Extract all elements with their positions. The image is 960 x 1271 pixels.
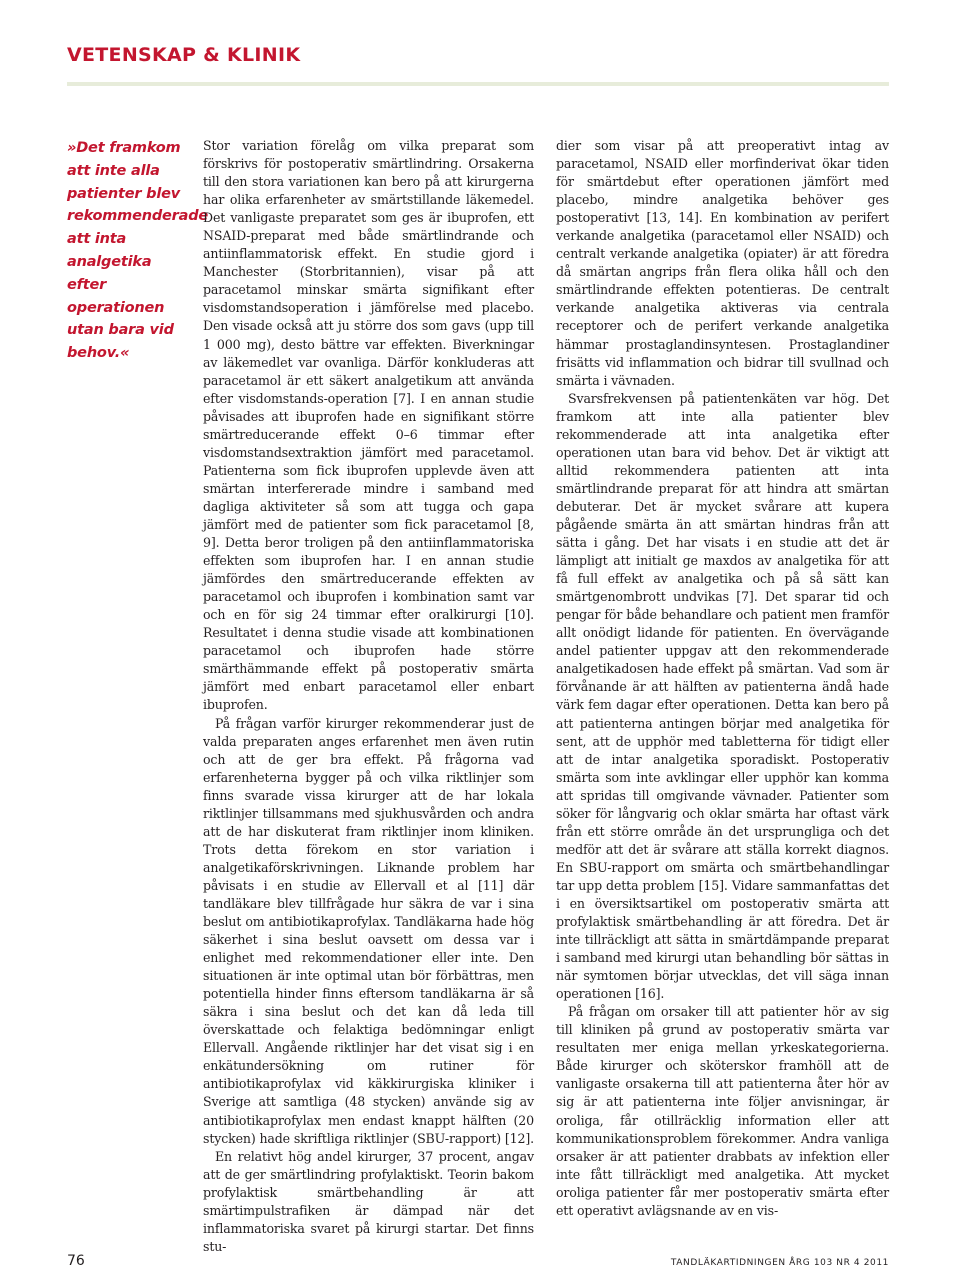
- paragraph: På frågan om orsaker till att patienter hör av sig till kliniken på grund av postoperativ smärta var resultaten mer eniga mellan yrkeskategorierna. Både kirurger och sköterskor framhöll att de vanligaste orsakerna till att patienterna åter hör av sig är att patienterna inte följer anvisningar, är oroliga, får otillräcklig information eller att kommunikationsproblem förekommer. Andra vanliga orsaker är att patienter drabbats av infektion eller inte fått tillräckligt med analgetika. Att mycket oroliga patienter får mer postoperativ smärta efter ett operativt avlägsnande av en vis-: [556, 1004, 889, 1218]
- paragraph: Svarsfrekvensen på patientenkäten var hög. Det framkom att inte alla patienter blev rekommenderade att inta analgetika efter operationen utan bara vid behov. Det är viktigt att alltid rekommendera patienten att inta smärtlindrande preparat för att hindra att smärtan debuterar. Det är mycket svårare att kupera pågående smärta än att smärtan hindras från att sätta i gång. Det har visats i en studie att det är lämpligt att initialt ge maxdos av analgetika för att få full effekt av analgetika och på så sätt kan smärtgenombrott undvikas [7]. Det sparar tid och pengar för både behandlare och patient men framför allt onödigt lidande för patienten. En övervägande andel patienter uppgav att den rekommenderade analgetikadosen hade effekt på smärtan. Vad som är förvånande är att hälften av patienterna ändå hade värk fem dagar efter operationen. Detta kan bero på att patienterna antingen börjar med analgetika för sent, att de upphör med tabletterna för tidigt eller att de intar analgetika sporadiskt. Postoperativ smärta som inte avklingar eller upphör kan komma att spridas till omgivande vävnader. Patienter som söker för långvarig och oklar smärta har oftast värk från ett större område än det ursprungliga och det medför att det är svårare att ställa korrekt diagnos. En SBU-rapport om smärta och smärtbehandlingar tar upp detta problem [15]. Vidare sammanfattas det i en översiktsartikel om postoperativ smärta att profylaktisk smärtbehandling är att föredra. Det är inte tillräckligt att sätta in smärtdämpande preparat i samband med kirurgi utan behandling bör sättas in när symtomen börjar utvecklas, det vill säga innan operationen [16].: [556, 390, 889, 1002]
- paragraph: En relativt hög andel kirurger, 37 procent, angav att de ger smärtlindring profylaktiskt. Teorin bakom profylaktisk smärtbehandling är att smärtimpulstrafiken är dämpad när det inflammatoriska svaret på kirurgi startar. Det finns stu-: [203, 1148, 534, 1254]
- journal-footer: TANDLÄKARTIDNINGEN ÅRG 103 NR 4 2011: [670, 1258, 889, 1268]
- article-column-2: [556, 137, 889, 1220]
- article-column-1: [203, 137, 534, 1256]
- section-title: VETENSKAP & KLINIK: [67, 44, 301, 66]
- header-rule: [67, 82, 889, 86]
- paragraph: På frågan varför kirurger rekommenderar just de valda preparaten anges erfarenhet men även rutin och att de ger bra effekt. På frågorna vad erfarenheterna bygger på och vilka riktlinjer som finns svarade vissa kirurger att de har lokala riktlinjer tillsammans med sjukhusvården och andra att de har diskuterat fram riktlinjer inom kliniken. Trots detta förekom en stor variation i analgetikaförskrivningen. Liknande problem har påvisats i en studie av Ellervall et al [11] där tandläkare blev tillfrågade hur säkra de var i sina beslut om antibiotikaprofylax. Tandläkarna hade hög säkerhet i sina beslut oavsett om dessa var i enlighet med rekommendationer eller inte. Den situationen är inte optimal utan bör förbättras, men potentiella hinder finns eftersom tandläkarna är så säkra i sina beslut och det kan då leda till överskattade och felaktiga bedömningar enligt Ellervall. Angående riktlinjer har det visat sig i en enkätundersökning om rutiner för antibiotikaprofylax vid käkkirurgiska kliniker i Sverige att samtliga (48 stycken) använde sig av antibiotikaprofylax men endast knappt hälften (20 stycken) hade skriftliga riktlinjer (SBU-rapport) [12].: [203, 715, 535, 1146]
- pull-quote: »Det framkom att inte alla patienter blev rekommenderade att inta analgetika efter operationen utan bara vid behov.«: [67, 140, 209, 362]
- page-number: 76: [67, 1253, 85, 1269]
- paragraph: Stor variation förelåg om vilka preparat som förskrivs för postoperativ smärtlindring. Orsakerna till den stora variationen kan bero på att kirurgerna har olika erfarenheter av smärtstillande läkemedel. Det vanligaste preparatet som ges är ibuprofen, ett NSAID-preparat med både smärtlindrande och antiinflammatorisk effekt. En studie gjord i Manchester (Storbritannien), visar på att paracetamol minskar smärta signifikant efter visdomstandsoperation i jämförelse med placebo. Den visade också att ju större dos som gavs (upp till 1 000 mg), desto bättre var effekten. Biverkningar av läkemedlet var ovanliga. Därför konkluderas att paracetamol är ett säkert analgetikum att använda efter visdomstands-operation [7]. I en annan studie påvisades att ibuprofen hade en signifikant större smärtreducerande effekt 0–6 timmar efter visdomstandsextraktion jämfört med paracetamol. Patienterna som fick ibuprofen upplevde även att smärtan interfererade mindre i samband med dagliga aktiviteter så som att tugga och gapa jämfört med de patienter som fick paracetamol [8, 9]. Detta beror troligen på den antiinflammatoriska effekten som ibuprofen har. I en annan studie jämfördes den smärtreducerande effekten av paracetamol och ibuprofen i kombination samt var och en för sig 24 timmar efter oralkirurgi [10]. Resultatet i denna studie visade att kombinationen paracetamol och ibuprofen hade större smärthämmande effekt på postoperativ smärta jämfört med enbart paracetamol eller enbart ibuprofen.: [203, 138, 534, 713]
- paragraph: dier som visar på att preoperativt intag av paracetamol, NSAID eller morfinderivat ökar tiden för smärtdebut efter operationen jämfört med placebo, mindre analgetika behöver ges postoperativt [13, 14]. En kombination av perifert verkande analgetika (paracetamol eller NSAID) och centralt verkande analgetika (opiater) är att föredra då smärtan angrips från flera olika håll och den smärtlindrande effekten potentieras. De centralt verkande analgetika aktiveras via centrala receptorer och de perifert verkande analgetika hämmar prostaglandinsyntesen. Prostaglandiner frisätts vid inflammation och bidrar till svullnad och smärta i vävnaden.: [556, 138, 889, 388]
